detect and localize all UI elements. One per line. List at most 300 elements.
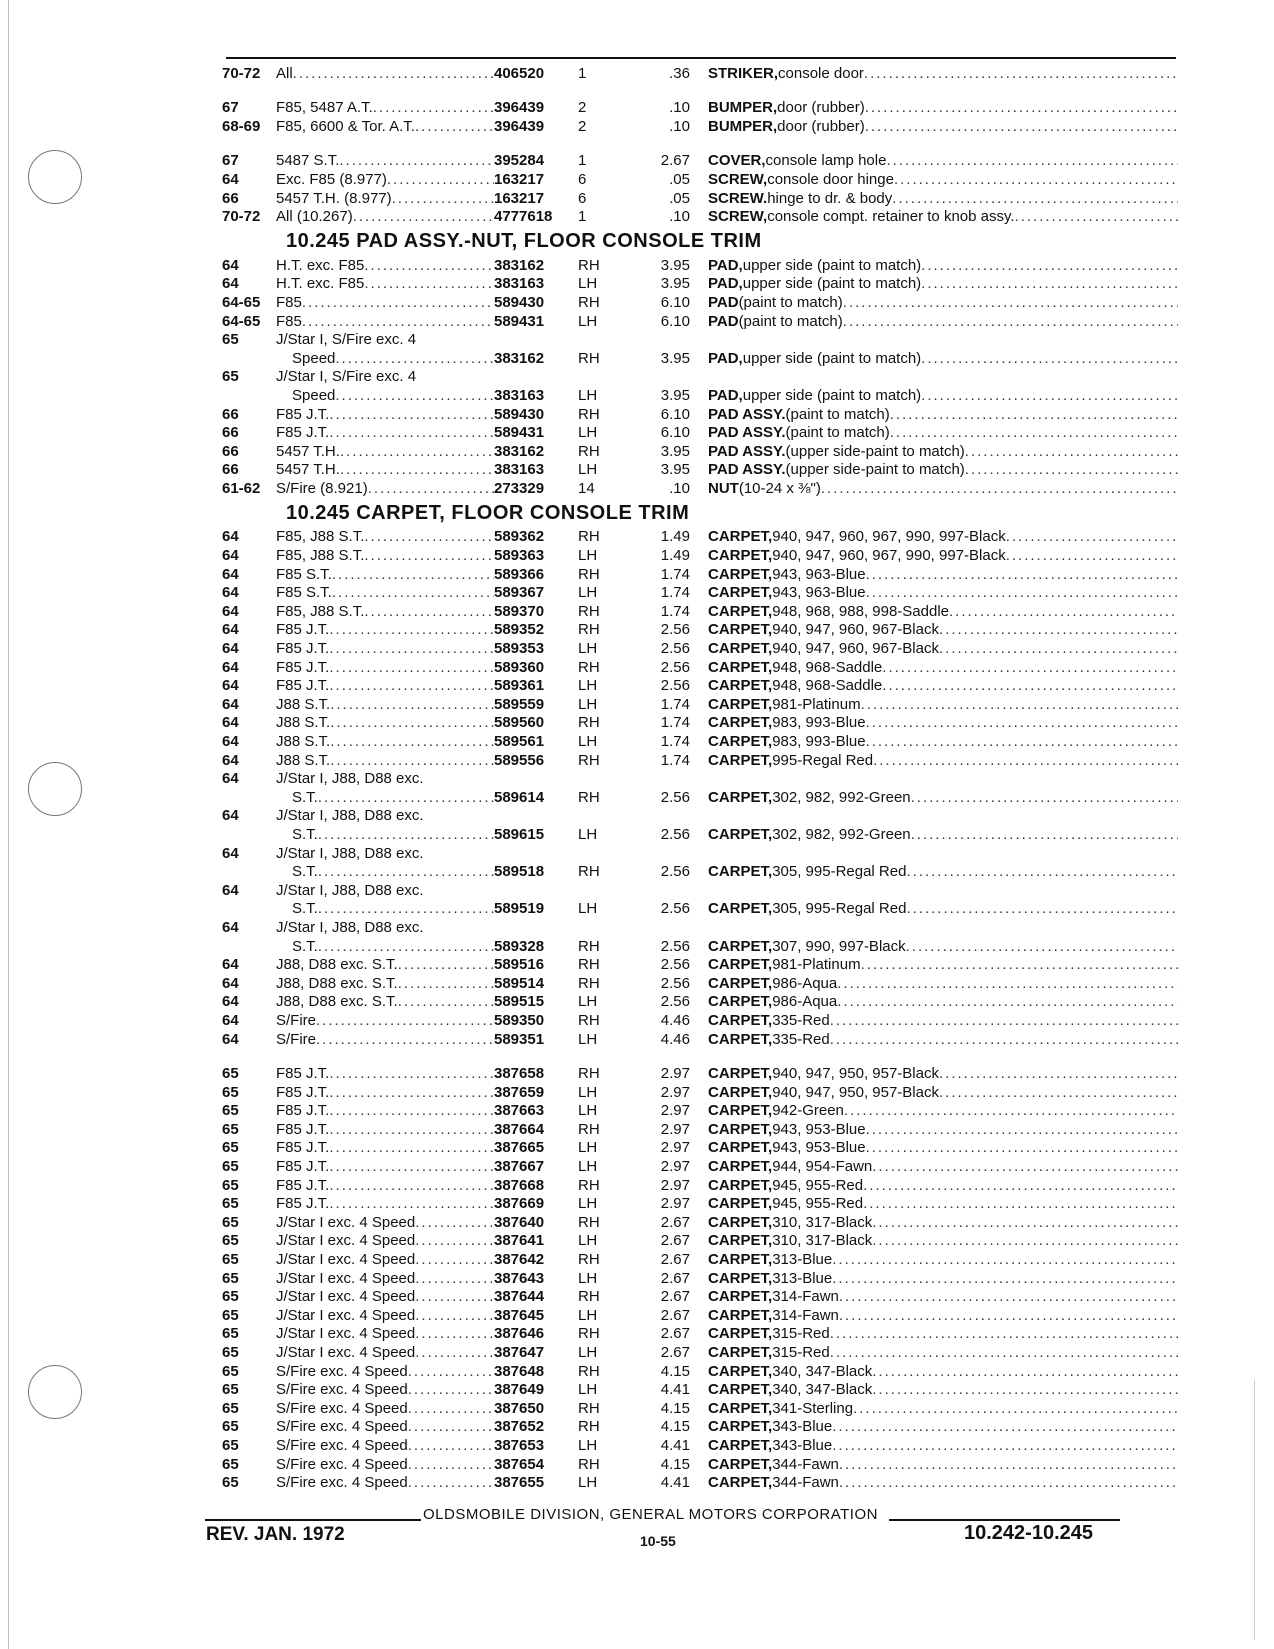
part-number: 387642 [494, 1251, 545, 1269]
dot-leader [329, 677, 494, 695]
quantity-cell: LH [578, 275, 598, 293]
year-cell: 64 [222, 275, 239, 293]
model-cell [276, 1437, 494, 1455]
model-text: J/Star I, J88, D88 exc. [276, 807, 424, 825]
part-number: 589519 [494, 900, 545, 918]
year-cell: 65 [222, 1325, 239, 1343]
description-cell [708, 1251, 1178, 1269]
price-cell: 3.95 [660, 256, 690, 274]
part-detail: 343-Blue [772, 1418, 833, 1436]
part-number: 387648 [494, 1362, 545, 1380]
model-text: F85 J.T. [276, 1158, 330, 1176]
part-detail: (10-24 x ⅜") [738, 479, 821, 497]
price-cell: 2.56 [660, 956, 690, 974]
price-cell: 2.56 [660, 937, 690, 955]
dot-leader [965, 461, 1178, 479]
price-cell: 6.10 [660, 293, 690, 311]
price-cell: .05 [669, 189, 690, 207]
part-number: 406520 [494, 64, 545, 82]
part-detail: 310, 317-Black [772, 1232, 873, 1250]
section-heading: 10.245 CARPET, FLOOR CONSOLE TRIM [286, 501, 690, 524]
description-cell [708, 1214, 1178, 1232]
price-cell: 2.97 [660, 1176, 690, 1194]
dot-leader [921, 257, 1178, 275]
price-cell: 2.56 [660, 621, 690, 639]
page-edge-line [8, 0, 9, 1649]
price-cell: 6.10 [660, 405, 690, 423]
dot-leader [894, 171, 1178, 189]
description-cell [708, 294, 1178, 312]
part-name: PAD, [708, 349, 743, 367]
part-detail: (paint to match) [785, 424, 890, 442]
dot-leader [911, 789, 1178, 807]
dot-leader [330, 733, 494, 751]
parts-row [222, 621, 1178, 640]
description-cell [708, 1065, 1178, 1083]
description-cell [708, 1158, 1178, 1176]
model-text: J/Star I exc. 4 Speed [276, 1251, 416, 1269]
part-name: CARPET, [708, 1083, 773, 1101]
model-text: F85 J.T. [276, 1102, 330, 1120]
dot-leader [316, 1031, 494, 1049]
model-text: J88, D88 exc. S.T. [276, 993, 398, 1011]
quantity-cell: RH [578, 1176, 600, 1194]
year-cell: 65 [222, 1102, 239, 1120]
year-cell: 64-65 [222, 293, 261, 311]
dot-leader [408, 1363, 494, 1381]
part-name: CARPET, [708, 547, 773, 565]
part-detail: (paint to match) [738, 293, 843, 311]
quantity-cell: LH [578, 1306, 598, 1324]
description-cell [708, 443, 1178, 461]
dot-leader [830, 1325, 1178, 1343]
part-detail: 981-Platinum [772, 695, 861, 713]
part-number: 589431 [494, 424, 545, 442]
model-text: F85 J.T. [276, 1065, 330, 1083]
dot-leader [872, 1158, 1178, 1176]
model-cell [276, 882, 494, 900]
part-name: CARPET, [708, 1195, 773, 1213]
part-number: 589430 [494, 293, 545, 311]
dot-leader [865, 118, 1178, 136]
row-spacer [222, 83, 1178, 99]
footer-division: OLDSMOBILE DIVISION, GENERAL MOTORS CORPORATION [423, 1506, 878, 1523]
part-detail: 943, 953-Blue [772, 1139, 866, 1157]
model-text: 5457 T.H. [276, 461, 340, 479]
part-name: CARPET, [708, 695, 773, 713]
parts-row [222, 1030, 1178, 1049]
description-cell [708, 1381, 1178, 1399]
year-cell: 64 [222, 844, 239, 862]
part-name: CARPET, [708, 1251, 773, 1269]
dot-leader [886, 152, 1178, 170]
dot-leader [906, 863, 1178, 881]
model-cell [276, 1012, 494, 1030]
dot-leader [364, 257, 494, 275]
dot-leader [302, 294, 494, 312]
model-cell [276, 1121, 494, 1139]
dot-leader [837, 975, 1178, 993]
parts-row [222, 1306, 1178, 1325]
parts-row [222, 844, 1178, 863]
description-cell [708, 640, 1178, 658]
part-number: 387653 [494, 1436, 545, 1454]
parts-row [222, 918, 1178, 937]
dot-leader [329, 1102, 494, 1120]
dot-leader [373, 99, 494, 117]
dot-leader [832, 1251, 1178, 1269]
parts-row [222, 1195, 1178, 1214]
part-name: CARPET, [708, 621, 773, 639]
part-name: PAD ASSY. [708, 424, 786, 442]
description-cell [708, 1456, 1178, 1474]
model-text: J/Star I exc. 4 Speed [276, 1232, 416, 1250]
parts-row [222, 1213, 1178, 1232]
parts-row [222, 1343, 1178, 1362]
parts-row [222, 275, 1178, 294]
price-cell: 2.56 [660, 658, 690, 676]
year-cell: 67 [222, 152, 239, 170]
dot-leader [1015, 208, 1178, 226]
dot-leader [364, 528, 494, 546]
part-name: CARPET, [708, 1158, 773, 1176]
dot-leader [398, 993, 494, 1011]
dot-leader [318, 789, 494, 807]
quantity-cell: RH [578, 528, 600, 546]
quantity-cell: RH [578, 1325, 600, 1343]
part-number: 387655 [494, 1474, 545, 1492]
model-text: J/Star I, J88, D88 exc. [276, 881, 424, 899]
description-cell [708, 208, 1178, 226]
year-cell: 64 [222, 621, 239, 639]
model-cell [276, 443, 494, 461]
dot-leader [302, 313, 494, 331]
parts-row [222, 732, 1178, 751]
dot-leader [335, 387, 494, 405]
year-cell: 64 [222, 170, 239, 188]
year-cell: 64 [222, 770, 239, 788]
year-cell: 65 [222, 1083, 239, 1101]
dot-leader [872, 1214, 1178, 1232]
part-name: BUMPER, [708, 99, 778, 117]
model-cell [276, 1139, 494, 1157]
price-cell: 3.95 [660, 275, 690, 293]
dot-leader [329, 1121, 494, 1139]
dot-leader [415, 1325, 494, 1343]
model-cell [276, 406, 494, 424]
part-name: CARPET, [708, 1362, 773, 1380]
year-cell: 65 [222, 368, 239, 386]
part-number: 387643 [494, 1269, 545, 1287]
model-cell [276, 900, 494, 918]
dot-leader [861, 956, 1178, 974]
year-cell: 65 [222, 1381, 239, 1399]
quantity-cell: LH [578, 677, 598, 695]
part-number: 387652 [494, 1418, 545, 1436]
parts-row [222, 956, 1178, 975]
part-name: CARPET, [708, 528, 773, 546]
dot-leader [415, 1214, 494, 1232]
year-cell: 64 [222, 733, 239, 750]
model-cell [276, 1158, 494, 1176]
model-text: J/Star I exc. 4 Speed [276, 1213, 416, 1231]
part-name: CARPET, [708, 1381, 773, 1399]
part-number: 387658 [494, 1065, 545, 1083]
part-number: 387650 [494, 1399, 545, 1417]
price-cell: 1.74 [660, 584, 690, 602]
price-cell: 2.67 [660, 1325, 690, 1343]
description-cell [708, 1437, 1178, 1455]
model-cell [276, 1381, 494, 1399]
dot-leader [318, 900, 494, 918]
year-cell: 64 [222, 807, 239, 825]
description-cell [708, 350, 1178, 368]
part-number: 383162 [494, 349, 545, 367]
part-detail: 945, 955-Red [772, 1176, 864, 1194]
year-cell: 64 [222, 565, 239, 583]
part-name: CARPET, [708, 974, 773, 992]
model-text: S/Fire (8.921) [276, 479, 368, 497]
year-cell: 65 [222, 1306, 239, 1324]
model-cell [276, 275, 494, 293]
dot-leader [318, 938, 494, 956]
part-number: 589328 [494, 937, 545, 955]
part-number: 589363 [494, 547, 545, 565]
year-cell: 66 [222, 442, 239, 460]
model-cell [276, 1214, 494, 1232]
part-name: CARPET, [708, 640, 773, 658]
model-cell [276, 294, 494, 312]
dot-leader [873, 752, 1178, 770]
dot-leader [330, 752, 494, 770]
parts-row [222, 1362, 1178, 1381]
part-number: 589350 [494, 1011, 545, 1029]
model-text: F85 S.T. [276, 565, 332, 583]
description-cell [708, 1270, 1178, 1288]
parts-row [222, 807, 1178, 826]
dot-leader [398, 975, 494, 993]
dot-leader [853, 1400, 1178, 1418]
quantity-cell: 6 [578, 189, 587, 207]
parts-row [222, 1176, 1178, 1195]
dot-leader [872, 1232, 1178, 1250]
dot-leader [843, 294, 1178, 312]
quantity-cell: 2 [578, 117, 587, 135]
dot-leader [387, 171, 494, 189]
part-number: 589367 [494, 584, 545, 602]
model-text: S/Fire exc. 4 Speed [276, 1418, 408, 1436]
parts-row [222, 461, 1178, 480]
model-text: Exc. F85 (8.977) [276, 170, 387, 188]
price-cell: 2.67 [660, 1288, 690, 1306]
part-number: 163217 [494, 189, 545, 207]
dot-leader [865, 99, 1178, 117]
description-cell [708, 65, 1178, 83]
dot-leader [408, 1456, 494, 1474]
description-cell [708, 752, 1178, 770]
part-number: 387641 [494, 1232, 545, 1250]
model-text: H.T. exc. F85 [276, 256, 365, 274]
part-number: 387654 [494, 1455, 545, 1473]
price-cell: 2.56 [660, 974, 690, 992]
parts-row [222, 528, 1178, 547]
description-cell [708, 152, 1178, 170]
dot-leader [398, 956, 494, 974]
punch-hole-middle [28, 762, 82, 816]
parts-row [222, 863, 1178, 882]
quantity-cell: RH [578, 256, 600, 274]
dot-leader [939, 621, 1178, 639]
price-cell: 2.67 [660, 152, 690, 170]
price-cell: .10 [669, 208, 690, 226]
part-detail: 305, 995-Regal Red [772, 900, 907, 918]
model-cell [276, 1325, 494, 1343]
model-text: F85 J.T. [276, 1120, 330, 1138]
model-text: F85, J88 S.T. [276, 547, 365, 565]
price-cell: 4.41 [660, 1436, 690, 1454]
dot-leader [872, 1363, 1178, 1381]
dot-leader [330, 714, 494, 732]
year-cell: 64 [222, 584, 239, 602]
dot-leader [329, 1195, 494, 1213]
price-cell: .10 [669, 99, 690, 117]
description-cell [708, 1102, 1178, 1120]
model-cell [276, 1344, 494, 1362]
description-cell [708, 696, 1178, 714]
part-name: PAD ASSY. [708, 405, 786, 423]
part-name: SCREW. [708, 189, 768, 207]
dot-leader [939, 640, 1178, 658]
price-cell: 2.56 [660, 863, 690, 881]
price-cell: 2.67 [660, 1251, 690, 1269]
price-cell: 1.74 [660, 602, 690, 620]
part-number: 387646 [494, 1325, 545, 1343]
price-cell: 4.15 [660, 1455, 690, 1473]
part-detail: 948, 968, 988, 998-Saddle [772, 602, 950, 620]
part-name: CARPET, [708, 677, 773, 695]
part-detail: 940, 947, 950, 957-Black [772, 1065, 939, 1083]
model-text: J/Star I exc. 4 Speed [276, 1325, 416, 1343]
part-name: PAD ASSY. [708, 442, 786, 460]
model-cell [276, 789, 494, 807]
year-cell: 64 [222, 602, 239, 620]
price-cell: 2.56 [660, 788, 690, 806]
price-cell: 2.97 [660, 1158, 690, 1176]
part-detail: 942-Green [772, 1102, 844, 1120]
section-heading: 10.245 PAD ASSY.-NUT, FLOOR CONSOLE TRIM [286, 230, 762, 253]
description-cell [708, 1288, 1178, 1306]
part-name: CARPET, [708, 1011, 773, 1029]
quantity-cell: LH [578, 1474, 598, 1492]
year-cell: 65 [222, 1344, 239, 1361]
year-cell: 64 [222, 714, 239, 732]
model-text: S/Fire exc. 4 Speed [276, 1436, 408, 1454]
part-detail: 940, 947, 960, 967-Black [772, 640, 939, 658]
part-detail: 343-Blue [772, 1436, 833, 1454]
year-cell: 68-69 [222, 117, 261, 135]
quantity-cell: RH [578, 1213, 600, 1231]
part-number: 387668 [494, 1176, 545, 1194]
dot-leader [939, 1084, 1178, 1102]
dot-leader [415, 1344, 494, 1362]
year-cell: 65 [222, 1399, 239, 1417]
parts-row [222, 825, 1178, 844]
model-text: F85 J.T. [276, 677, 330, 695]
part-number: 387663 [494, 1102, 545, 1120]
parts-row [222, 584, 1178, 603]
year-cell: 64 [222, 974, 239, 992]
parts-row [222, 189, 1178, 208]
parts-row [222, 1399, 1178, 1418]
model-cell [276, 603, 494, 621]
year-cell: 65 [222, 1251, 239, 1269]
part-name: CARPET, [708, 714, 773, 732]
parts-row [222, 479, 1178, 498]
part-name: CARPET, [708, 900, 773, 918]
quantity-cell: LH [578, 1232, 598, 1250]
price-cell: 2.56 [660, 900, 690, 918]
model-text: J/Star I, J88, D88 exc. [276, 918, 424, 936]
description-cell [708, 1232, 1178, 1250]
part-number: 589556 [494, 751, 545, 769]
part-number: 589353 [494, 640, 545, 658]
price-cell: 2.67 [660, 1269, 690, 1287]
description-cell [708, 1474, 1178, 1492]
quantity-cell: LH [578, 1269, 598, 1287]
model-cell [276, 826, 494, 844]
part-detail: 314-Fawn [772, 1306, 839, 1324]
part-name: CARPET, [708, 1436, 773, 1454]
parts-list [222, 64, 1178, 1492]
dot-leader [882, 677, 1178, 695]
part-detail: console lamp hole [765, 152, 887, 170]
quantity-cell: LH [578, 1102, 598, 1120]
dot-leader [863, 1177, 1178, 1195]
parts-row [222, 99, 1178, 118]
quantity-cell: RH [578, 974, 600, 992]
dot-leader [965, 443, 1178, 461]
model-cell [276, 714, 494, 732]
model-cell [276, 1270, 494, 1288]
model-text: J/Star I, S/Fire exc. 4 [276, 368, 417, 386]
model-text: J88 S.T. [276, 714, 331, 732]
model-cell [276, 65, 494, 83]
dot-leader [906, 938, 1178, 956]
part-detail: (upper side-paint to match) [785, 461, 965, 479]
price-cell: 2.97 [660, 1139, 690, 1157]
year-cell: 61-62 [222, 479, 261, 497]
part-number: 387664 [494, 1120, 545, 1138]
year-cell: 64 [222, 918, 239, 936]
price-cell: 1.74 [660, 733, 690, 750]
part-name: CARPET, [708, 1325, 773, 1343]
model-text: F85 [276, 293, 302, 311]
price-cell: 2.97 [660, 1083, 690, 1101]
model-cell [276, 1474, 494, 1492]
price-cell: 1.74 [660, 751, 690, 769]
part-name: CARPET, [708, 1213, 773, 1231]
part-number: 589515 [494, 993, 545, 1011]
dot-leader [392, 190, 494, 208]
parts-row [222, 405, 1178, 424]
price-cell: .36 [669, 64, 690, 82]
part-detail: 305, 995-Regal Red [772, 863, 907, 881]
price-cell: 2.67 [660, 1344, 690, 1361]
price-cell: .05 [669, 170, 690, 188]
part-number: 383163 [494, 275, 545, 293]
part-detail: 945, 955-Red [772, 1195, 864, 1213]
quantity-cell: 14 [578, 479, 595, 497]
